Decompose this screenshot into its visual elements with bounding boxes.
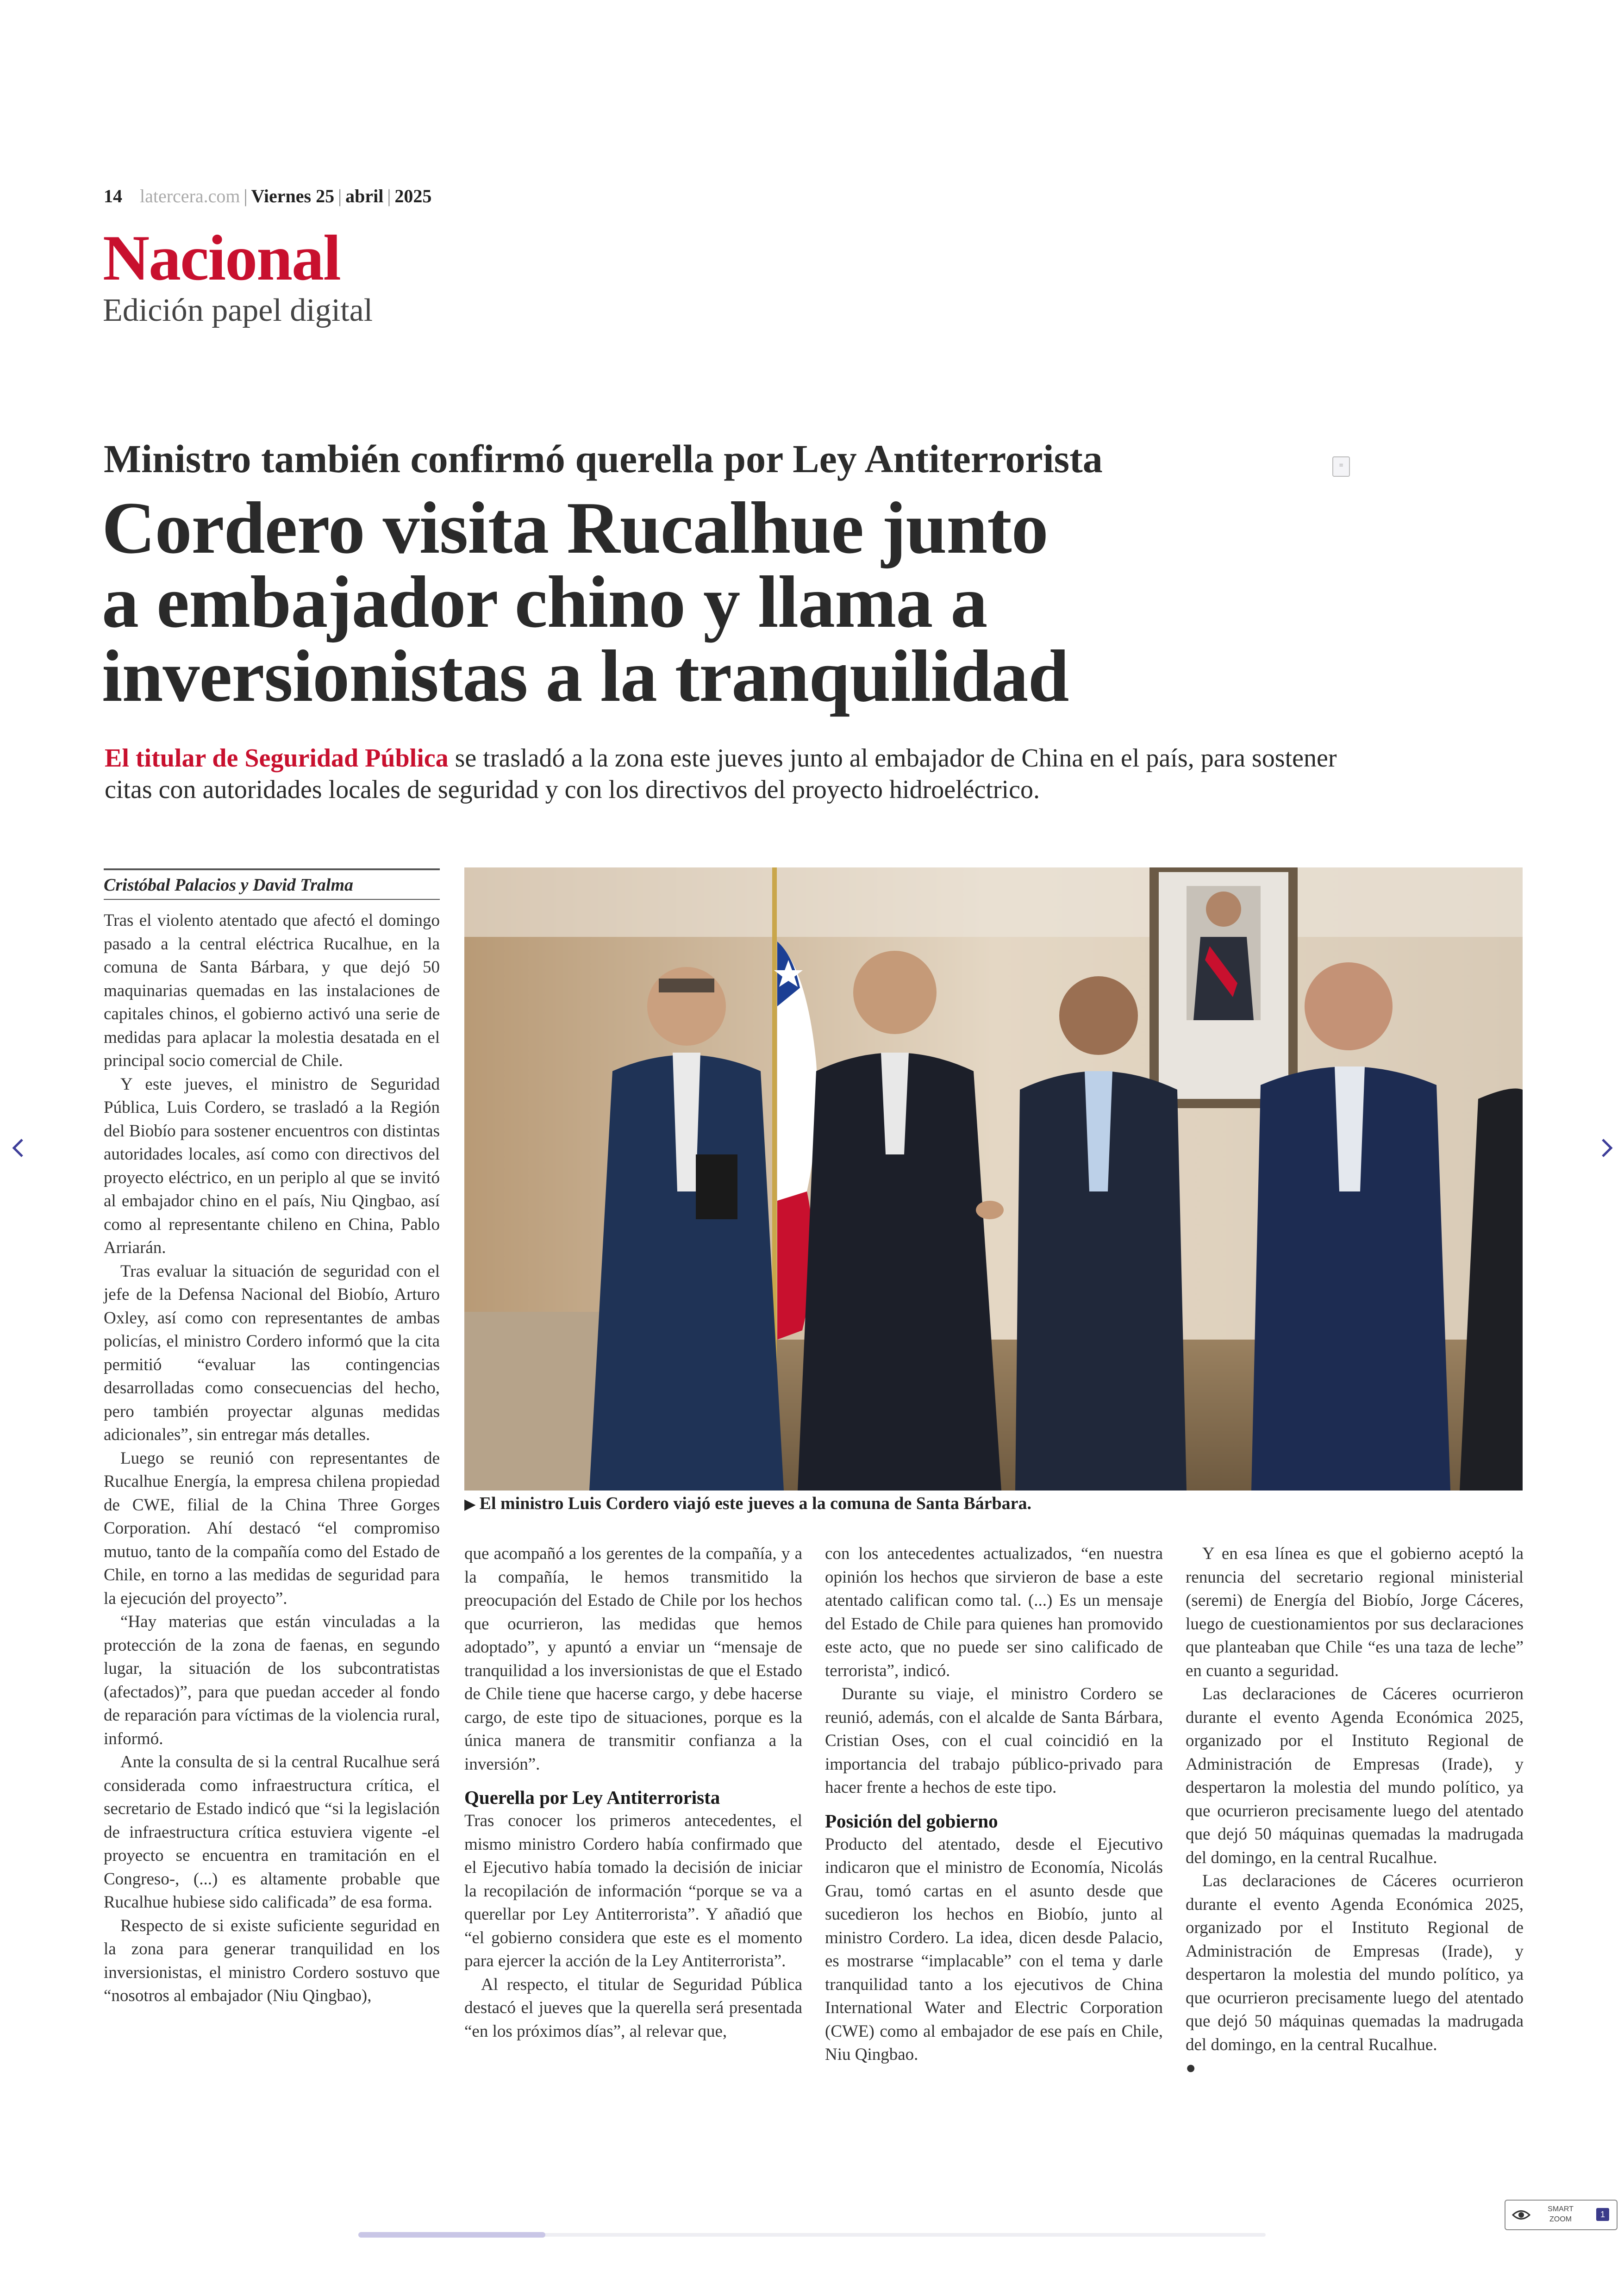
caption-text: El ministro Luis Cordero viajó este jueves a la comuna de Santa Bárbara. <box>479 1494 1032 1513</box>
paragraph: Y este jueves, el ministro de Seguridad Pública, Luis Cordero, se trasladó a la Región del Biobío para sostener encuentros con distintas autoridades locales, así como con directivos del proyecto eléctrico, en un periplo al que se invitó al embajador chino en el país, Niu Qingbao, así como al representante chileno en China, Pablo Arriarán. <box>104 1074 440 1257</box>
headline-line: a embajador chino y llama a <box>102 561 987 643</box>
paragraph: Producto del atentado, desde el Ejecutivo indicaron que el ministro de Economía, Nicolás Grau, tomó cartas en el asunto desde que sucedieron los hechos en Biobío, junto al ministro Cordero. La idea, dicen desde Palacio, es mostrarse “implacable” con el tema y darle tranquilidad tanto a los ejecutivos de China International Water and Electric Corporation (CWE) como al embajador de ese país en Chile, Niu Qingbao. <box>825 1834 1163 2064</box>
paragraph: Al respecto, el titular de Seguridad Pública destacó el jueves que la querella será presentada “en los próximos días”, al relevar que, <box>464 1975 802 2041</box>
site-name: latercera.com <box>140 186 240 206</box>
paragraph: “Hay materias que están vinculadas a la protección de la zona de faenas, en segundo lugar, la situación de los subcontratistas (afectados)”, para que puedan acceder al fondo de reparación para víctimas de la violencia rural, informó. <box>104 1612 440 1748</box>
page-scroll-thumb[interactable] <box>358 2232 545 2238</box>
chevron-left-icon <box>5 1129 32 1166</box>
edition-subtitle: Edición papel digital <box>103 293 373 328</box>
chevron-right-icon <box>1593 1129 1620 1166</box>
subhead-querella: Querella por Ley Antiterrorista <box>464 1787 720 1808</box>
smart-zoom-line: ZOOM <box>1549 2215 1572 2223</box>
byline-box <box>104 868 440 900</box>
article-column-4 <box>1186 1542 1524 2080</box>
subhead-gobierno: Posición del gobierno <box>825 1810 998 1832</box>
article-headline <box>102 486 1305 717</box>
photo-illustration <box>464 867 1523 1491</box>
folio-year: 2025 <box>394 186 432 206</box>
headline-line: Cordero visita Rucalhue junto <box>102 486 1048 569</box>
paragraph: Tras el violento atentado que afectó el domingo pasado a la central eléctrica Rucalhue, en la comuna de Santa Bárbara, y que dejó 50 maquinarias quemadas en las instalaciones de capitales chinos, el gobierno activó una serie de medidas para aplacar la molestia desatada en el principal socio comercial de Chile. <box>104 911 440 1070</box>
caption-arrow-icon: ▶ <box>464 1496 476 1512</box>
section-title: Nacional <box>103 222 340 294</box>
photo-caption <box>464 1493 1031 1514</box>
paragraph: Luego se reunió con representantes de Rucalhue Energía, la empresa chilena propiedad de CWE, filial de la China Three Gorges Corporation. Ahí destacó “el compromiso mutuo, tanto de la compañía como del Estado de Chile, en torno a las medidas de seguridad para la ejecución del proyecto”. <box>104 1448 440 1608</box>
end-mark-icon: ● <box>1186 2058 1196 2077</box>
article-column-3 <box>825 1542 1163 2067</box>
paragraph: Las declaraciones de Cáceres ocurrieron durante el evento Agenda Económica 2025, organizado por el Instituto Regional de Administración de Empresas (Irade), y despertaron la molestia del mundo político, ya que ocurrieron precisamente luego del atentado que dejó 50 máquinas quemadas la madrugada del domingo, en la central Rucalhue. <box>1186 1871 1524 2054</box>
paragraph: que acompañó a los gerentes de la compañía, y a la compañía, le hemos transmitido la preocupación del Estado de Chile por los hechos que ocurrieron, las medidas que hemos adoptado”, y apuntó a enviar un “mensaje de tranquilidad a los inversionistas de que el Estado de Chile tiene que hacerse cargo, y debe hacerse cargo, de este tipo de situaciones, porque es la única manera de transmitir confianza a la inversión”. <box>464 1544 802 1774</box>
next-page-button[interactable] <box>1593 1129 1620 1166</box>
paragraph: Tras evaluar la situación de seguridad con el jefe de la Defensa Nacional del Biobío, Arturo Oxley, así como con representantes de ambas policías, el ministro Cordero informó que la cita permitió “evaluar las contingencias desarrolladas como consecuencias del hecho, pero también proyectar algunas medidas adicionales”, sin entregar más detalles. <box>104 1261 440 1444</box>
bookmark-icon[interactable]: ≡ <box>1332 456 1350 477</box>
folio-separator: | <box>244 186 248 206</box>
previous-page-button[interactable] <box>5 1129 32 1166</box>
folio-separator: | <box>387 186 391 206</box>
wall-portrait <box>1149 867 1298 1108</box>
paragraph: Respecto de si existe suficiente seguridad en la zona para generar tranquilidad en los inversionistas, el ministro Cordero sostuvo que “nosotros al embajador (Niu Qingbao), <box>104 1916 440 2005</box>
paragraph: Y en esa línea es que el gobierno aceptó la renuncia del secretario regional ministerial (seremi) de Energía del Biobío, Jorge Cáceres, luego de cuestionamientos por sus declaraciones que planteaban que Chile “es una taza de leche” en cuanto a seguridad. <box>1186 1544 1524 1680</box>
smart-zoom-badge: 1 <box>1596 2208 1609 2221</box>
lede-highlight: El titular de Seguridad Pública <box>105 744 449 773</box>
article-kicker: Ministro también confirmó querella por Ley Antiterrorista <box>104 437 1103 481</box>
page-number: 14 <box>104 186 122 206</box>
folio-month: abril <box>345 186 384 206</box>
article-lede <box>105 742 1355 805</box>
paragraph: Tras conocer los primeros antecedentes, el mismo ministro Cordero había confirmado que el Ejecutivo había tomado la decisión de iniciar la recopilación de información “porque se va a querellar por Ley Antiterrorista”. Y añadió que “el gobierno considera que este es el momento para ejercer la acción de la Ley Antiterrorista”. <box>464 1811 802 1971</box>
article-column-2 <box>464 1542 802 2043</box>
folio-day: Viernes 25 <box>251 186 335 206</box>
smart-zoom-label <box>1540 2204 1581 2225</box>
page-folio <box>104 185 431 207</box>
paragraph: Las declaraciones de Cáceres ocurrieron durante el evento Agenda Económica 2025, organizado por el Instituto Regional de Administración de Empresas (Irade), y despertaron la molestia del mundo político, ya que ocurrieron precisamente luego del atentado que dejó 50 máquinas quemadas la madrugada del domingo, en la central Rucalhue. <box>1186 1684 1524 1867</box>
smart-zoom-line: SMART <box>1548 2205 1574 2213</box>
paragraph: con los antecedentes actualizados, “en nuestra opinión los hechos que sirvieron de base a este atentado califican como tal. (...) Es un mensaje del Estado de Chile para quienes han promovido este acto, que no puede ser sino calificado de terrorista”, indicó. <box>825 1544 1163 1680</box>
lede-text: se trasladó a la zona este jueves junto al embajador de China en el país, para sostener citas con autoridades locales de seguridad y con los directivos del proyecto hidroeléctrico. <box>105 744 1337 804</box>
eye-icon <box>1512 2209 1530 2221</box>
article-photo[interactable] <box>464 867 1523 1491</box>
byline: Cristóbal Palacios y David Tralma <box>104 875 354 895</box>
smart-zoom-button[interactable] <box>1505 2200 1618 2230</box>
headline-line: inversionistas a la tranquilidad <box>102 635 1069 717</box>
paragraph: Durante su viaje, el ministro Cordero se reunió, además, con el alcalde de Santa Bárbara, Cristian Oses, con el cual coincidió en la importancia del trabajo público-privado para hacer frente a hechos de este tipo. <box>825 1684 1163 1797</box>
article-column-1 <box>104 909 440 2008</box>
folio-separator: | <box>338 186 342 206</box>
paragraph: Ante la consulta de si la central Rucalhue será considerada como infraestructura crítica, el secretario de Estado indicó que “si la legislación de infraestructura crítica estuviera vigente -el proyecto se encuentra en tramitación en el Congreso-, (...) es altamente probable que Rucalhue hubiese sido calificada” de esa forma. <box>104 1752 440 1912</box>
